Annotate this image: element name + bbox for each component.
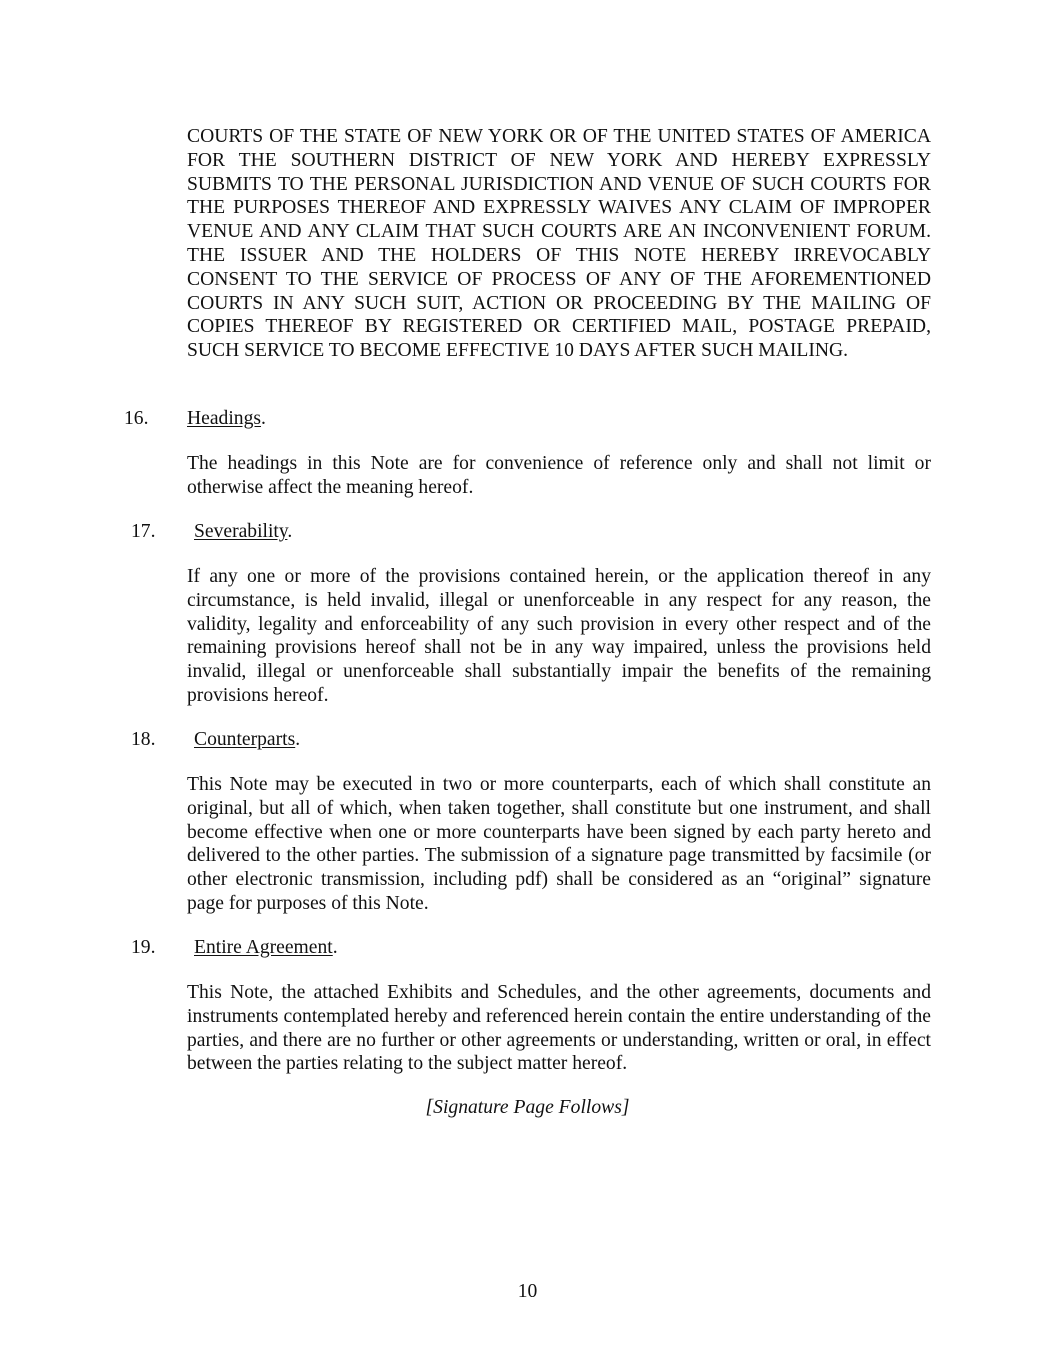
section-18-body: This Note may be executed in two or more counterparts, each of which shall constitute an original, but all of which, when taken together, shall constitute but one instrument, and shall become effective when one or more counterparts have been signed by each party hereto and delivered to the other parties. The submission of a signature page transmitted by facsimile (or other electronic transmission, including pdf) shall be considered as an “original” signature page for purposes of this Note. [187, 774, 931, 914]
section-title-suffix: . [295, 729, 301, 750]
section-16-body: The headings in this Note are for convenience of reference only and shall not limit or otherwise affect the meaning hereof. [187, 453, 931, 498]
jurisdiction-paragraph: COURTS OF THE STATE OF NEW YORK OR OF THE UNITED STATES OF AMERICA FOR THE SOUTHERN DISTRICT OF NEW YORK AND HEREBY EXPRESSLY SUBMITS TO THE PERSONAL JURISDICTION AND VENUE OF SUCH COURTS FOR THE PURPOSES THEREOF AND EXPRESSLY WAIVES ANY CLAIM OF IMPROPER VENUE AND ANY CLAIM THAT SUCH COURTS ARE AN INCONVENIENT FORUM. THE ISSUER AND THE HOLDERS OF THIS NOTE HEREBY IRREVOCABLY CONSENT TO THE SERVICE OF PROCESS OF ANY OF THE AFOREMENTIONED COURTS IN ANY SUCH SUIT, ACTION OR PROCEEDING BY THE MAILING OF COPIES THEREOF BY REGISTERED OR CERTIFIED MAIL, POSTAGE PREPAID, SUCH SERVICE TO BECOME EFFECTIVE 10 DAYS AFTER SUCH MAILING. [187, 126, 931, 362]
section-title-suffix: . [332, 937, 338, 958]
signature-page-follows: [Signature Page Follows] [425, 1097, 630, 1118]
section-title-suffix: . [287, 521, 293, 542]
section-number: 16. [124, 408, 149, 429]
section-title-suffix: . [261, 408, 266, 429]
section-17-body: If any one or more of the provisions contained herein, or the application thereof in any circumstance, is held invalid, illegal or unenforceable in any respect for any reason, the validity, legality and enforceability of any such provision in every other respect and of the remaining provisions hereof shall not be in any way impaired, unless the provisions held invalid, illegal or unenforceable shall substantially impair the benefits of the remaining provisions hereof. [187, 566, 931, 706]
page-number: 10 [517, 1281, 538, 1302]
section-title: Counterparts [194, 729, 296, 750]
section-title: Entire Agreement [194, 937, 333, 958]
section-number: 18. [131, 729, 156, 750]
section-number: 19. [131, 937, 156, 958]
section-title: Severability [194, 521, 288, 542]
section-title: Headings [187, 408, 262, 429]
section-19-body: This Note, the attached Exhibits and Schedules, and the other agreements, documents and instruments contemplated hereby and referenced herein contain the entire understanding of the parties, and there are no further or other agreements or understanding, written or oral, in effect between the parties relating to the subject matter hereof. [187, 982, 931, 1075]
section-number: 17. [131, 521, 156, 542]
